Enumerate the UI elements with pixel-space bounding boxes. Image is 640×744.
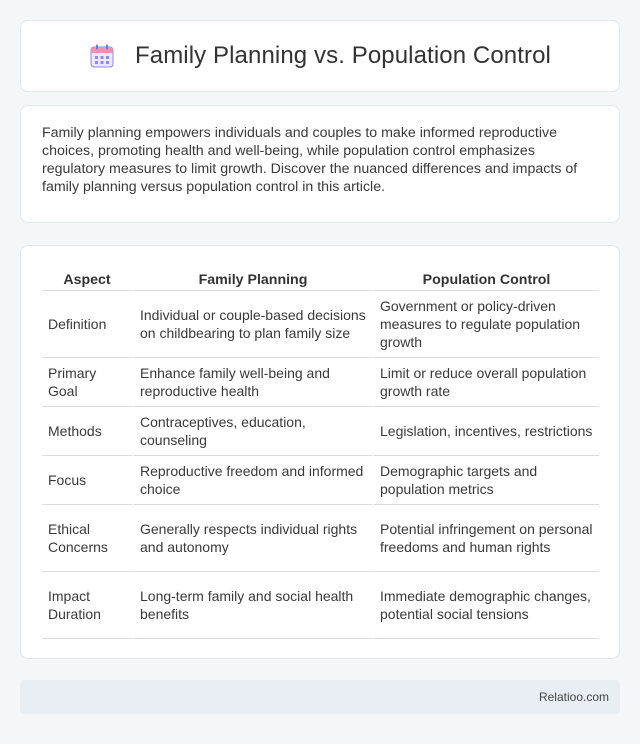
table-header-row [42,264,599,291]
intro-card [20,105,620,223]
cell-family-planning: Enhance family well-being and reproductive health [132,358,372,407]
intro-text: Family planning empowers individuals and couples to make informed reproductive choices, promoting health and well-being, while population control emphasizes regulatory measures to limit growth. Discover the nuanced differences and impacts of family planning versus population control in this article. [42,125,578,195]
table-row [42,407,599,456]
page-title: Family Planning vs. Population Control [134,42,551,69]
cell-population-control: Government or policy-driven measures to regulate population growth [372,291,599,358]
calendar-icon [89,43,115,69]
header-population-control: Population Control [372,264,599,291]
header-family-planning: Family Planning [132,264,372,291]
cell-population-control: Legislation, incentives, restrictions [372,407,599,456]
cell-family-planning: Individual or couple-based decisions on childbearing to plan family size [132,291,372,358]
table-row [42,456,599,505]
cell-family-planning: Contraceptives, education, counseling [132,407,372,456]
table-row [42,505,599,572]
comparison-card [20,245,620,659]
cell-aspect: Ethical Concerns [42,505,132,572]
header-aspect: Aspect [42,264,132,291]
cell-family-planning: Generally respects individual rights and autonomy [132,505,372,572]
table-row [42,572,599,639]
cell-aspect: Definition [42,291,132,358]
cell-aspect: Primary Goal [42,358,132,407]
cell-aspect: Methods [42,407,132,456]
table-row [42,358,599,407]
cell-aspect: Impact Duration [42,572,132,639]
cell-population-control: Demographic targets and population metrics [372,456,599,505]
cell-population-control: Limit or reduce overall population growth rate [372,358,599,407]
title-card [20,20,620,92]
table-row [42,291,599,358]
cell-family-planning: Long-term family and social health benefits [132,572,372,639]
cell-population-control: Potential infringement on personal freedoms and human rights [372,505,599,572]
comparison-table [42,264,599,639]
footer [20,680,620,714]
cell-aspect: Focus [42,456,132,505]
cell-population-control: Immediate demographic changes, potential social tensions [372,572,599,639]
cell-family-planning: Reproductive freedom and informed choice [132,456,372,505]
footer-brand: Relatioo.com [538,690,609,704]
